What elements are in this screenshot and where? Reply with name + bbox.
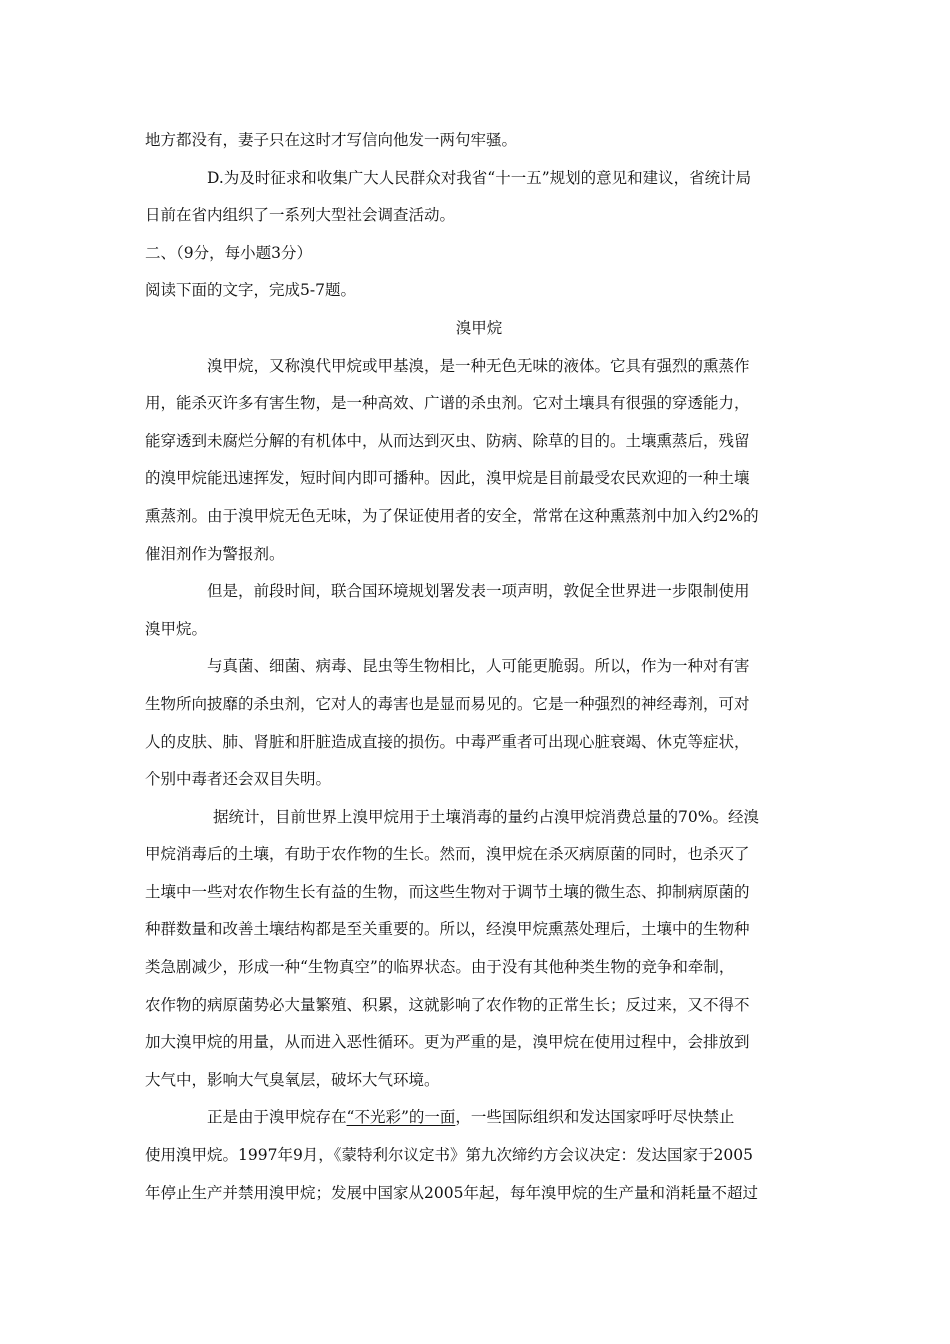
continuation-line: 地方都没有，妻子只在这时才写信向他发一两句牢骚。 — [145, 131, 518, 149]
paragraph-1-line: 能穿透到未腐烂分解的有机体中，从而达到灭虫、防病、除草的目的。土壤熏蒸后，残留 — [145, 431, 750, 450]
option-d-line-1: D.为及时征求和收集广大人民群众对我省“十一五”规划的意见和建议，省统计局 — [207, 168, 752, 187]
paragraph-3-line: 人的皮肤、肺、肾脏和肝脏造成直接的损伤。中毒严重者可出现心脏衰竭、休克等症状， — [145, 732, 750, 751]
paragraph-2-line: 溴甲烷。 — [145, 619, 208, 638]
underlined-phrase: “不光彩”的一面 — [346, 1108, 456, 1127]
paragraph-1-line: 催泪剂作为警报剂。 — [145, 544, 285, 563]
paragraph-3-line: 生物所向披靡的杀虫剂，它对人的毒害也是显而易见的。它是一种强烈的神经毒剂，可对 — [145, 694, 750, 713]
paragraph-4-line: 据统计，目前世界上溴甲烷用于土壤消毒的量约占溴甲烷消费总量的70%。经溴 — [213, 807, 759, 826]
paragraph-5-text: 正是由于溴甲烷存在 — [207, 1108, 347, 1127]
paragraph-5-line-3: 年停止生产并禁用溴甲烷；发展中国家从2005年起，每年溴甲烷的生产量和消耗量不超过 — [145, 1183, 758, 1202]
paragraph-4-line: 农作物的病原菌势必大量繁殖、积累，这就影响了农作物的正常生长；反过来，又不得不 — [145, 995, 750, 1014]
reading-instruction: 阅读下面的文字，完成5-7题。 — [145, 281, 356, 300]
paragraph-4-line: 大气中，影响大气臭氧层，破坏大气环境。 — [145, 1070, 440, 1089]
paragraph-5-line-1 — [145, 1099, 813, 1137]
option-d-line-2: 日前在省内组织了一系列大型社会调查活动。 — [145, 206, 456, 225]
paragraph-5-text: ，一些国际组织和发达国家呼吁尽快禁止 — [455, 1108, 735, 1127]
paragraph-4-line: 甲烷消毒后的土壤，有助于农作物的生长。然而，溴甲烷在杀灭病原菌的同时，也杀灭了 — [145, 845, 750, 864]
section-two-heading: 二、（9分，每小题3分） — [145, 243, 312, 262]
paragraph-5-line-2: 使用溴甲烷。1997年9月，《蒙特利尔议定书》第九次缔约方会议决定：发达国家于2005 — [145, 1146, 754, 1165]
paragraph-4-line: 种群数量和改善土壤结构都是至关重要的。所以，经溴甲烷熏蒸处理后，土壤中的生物种 — [145, 920, 750, 939]
paragraph-4-line: 土壤中一些对农作物生长有益的生物，而这些生物对于调节土壤的微生态、抑制病原菌的 — [145, 882, 750, 901]
paragraph-1-line: 的溴甲烷能迅速挥发，短时间内即可播种。因此，溴甲烷是目前最受农民欢迎的一种土壤 — [145, 469, 750, 488]
paragraph-4-line: 加大溴甲烷的用量，从而进入恶性循环。更为严重的是，溴甲烷在使用过程中，会排放到 — [145, 1033, 750, 1052]
paragraph-4-line: 类急剧减少，形成一种“生物真空”的临界状态。由于没有其他种类生物的竞争和牵制， — [145, 958, 735, 977]
paragraph-2-line: 但是，前段时间，联合国环境规划署发表一项声明，敦促全世界进一步限制使用 — [207, 582, 750, 601]
paragraph-1-line: 溴甲烷，又称溴代甲烷或甲基溴，是一种无色无味的液体。它具有强烈的熏蒸作 — [207, 356, 750, 375]
paragraph-1-line: 用，能杀灭许多有害生物，是一种高效、广谱的杀虫剂。它对土壤具有很强的穿透能力， — [145, 394, 750, 413]
article-title: 溴甲烷 — [455, 318, 503, 337]
paragraph-3-line: 个别中毒者还会双目失明。 — [145, 770, 332, 789]
document-page — [145, 122, 813, 1212]
paragraph-1-line: 熏蒸剂。由于溴甲烷无色无味，为了保证使用者的安全，常常在这种熏蒸剂中加入约2%的 — [145, 506, 759, 525]
paragraph-3-line: 与真菌、细菌、病毒、昆虫等生物相比，人可能更脆弱。所以，作为一种对有害 — [207, 657, 750, 676]
